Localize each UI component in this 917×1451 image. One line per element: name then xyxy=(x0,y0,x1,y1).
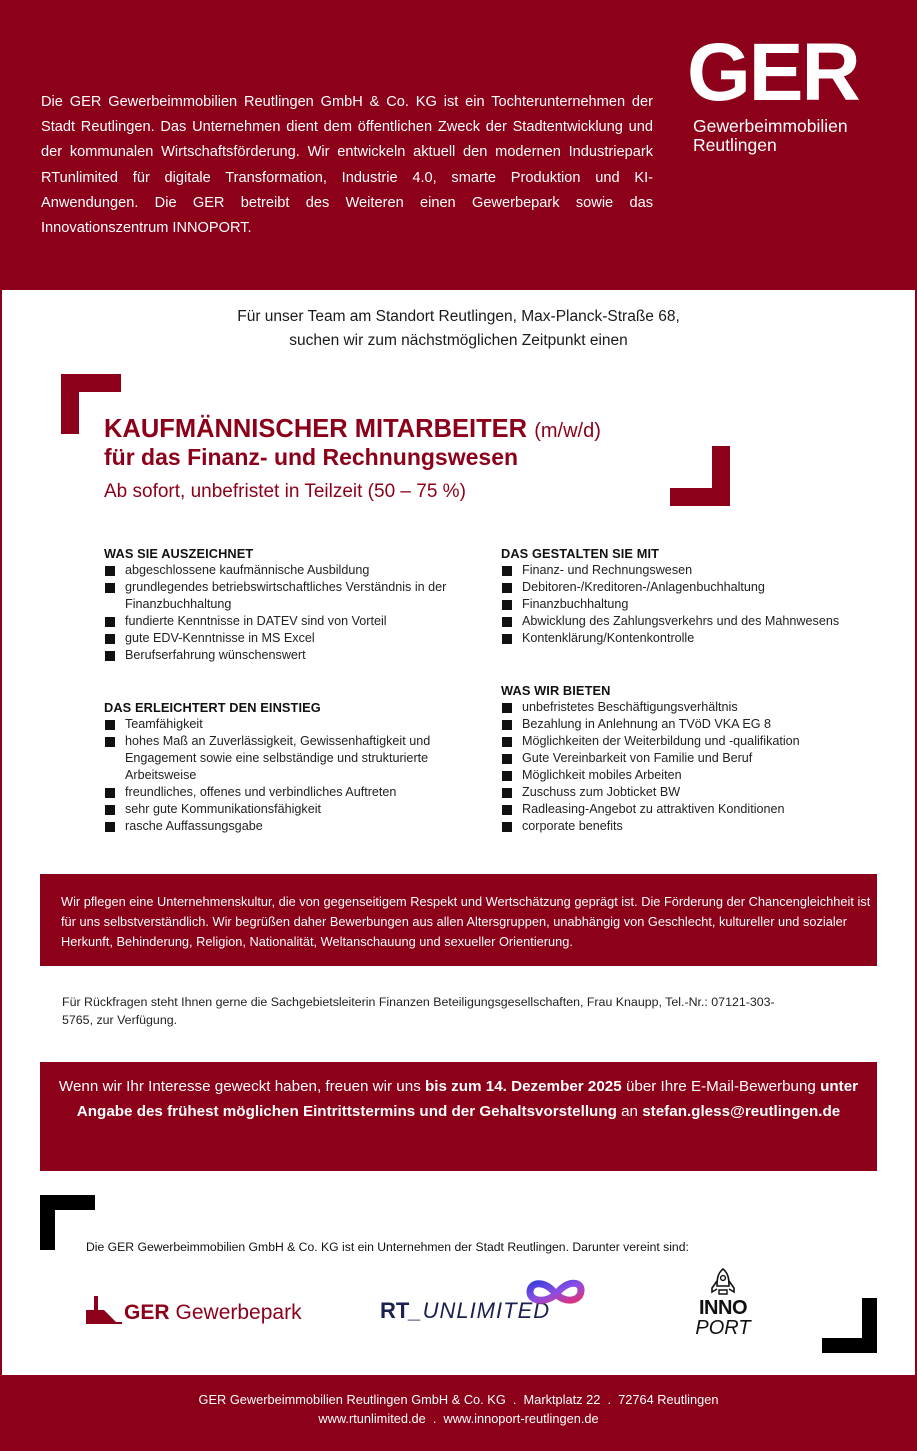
innoport-logo xyxy=(688,1268,758,1338)
job-subtitle: für das Finanz- und Rechnungswesen xyxy=(104,444,519,470)
apply-text-2: über Ihre E-Mail-Bewerbung xyxy=(621,1078,821,1095)
list-item: Bezahlung in Anlehnung an TVöD VKA EG 8 xyxy=(501,716,891,733)
corner-bracket-bottom-right xyxy=(670,446,730,506)
list-item: Finanzbuchhaltung xyxy=(501,596,891,613)
apply-text-3: an xyxy=(616,1103,643,1120)
header-band xyxy=(0,0,917,290)
lead-in-line1: Für unser Team am Standort Reutlingen, Max-Planck-Straße 68, xyxy=(237,308,680,325)
list-item: Möglichkeit mobiles Arbeiten xyxy=(501,767,891,784)
ger-logo-line1: Gewerbeimmobilien xyxy=(693,116,848,136)
list-item: Abwicklung des Zahlungsverkehrs und des Mahnwesens xyxy=(501,613,891,630)
rt-unlimited-logo xyxy=(380,1298,550,1324)
infinity-icon xyxy=(526,1278,586,1308)
application-box xyxy=(40,1062,877,1171)
list-item: Zuschuss zum Jobticket BW xyxy=(501,784,891,801)
section-heading: WAS WIR BIETEN xyxy=(501,683,611,698)
apply-deadline: bis zum 14. Dezember 2025 xyxy=(425,1078,622,1095)
rt-logo-bold: RT xyxy=(380,1298,410,1323)
list-item: Teamfähigkeit xyxy=(104,716,454,733)
list-item: Radleasing-Angebot zu attraktiven Konditionen xyxy=(501,801,891,818)
corner-bracket-bottom-section-right xyxy=(822,1298,877,1353)
list-item: abgeschlossene kaufmännische Ausbildung xyxy=(104,562,474,579)
job-title-gender: (m/w/d) xyxy=(534,420,601,442)
list-item: fundierte Kenntnisse in DATEV sind von Vorteil xyxy=(104,613,474,630)
list-item: freundliches, offenes und verbindliches Auftreten xyxy=(104,784,454,801)
bullet-list xyxy=(501,699,891,835)
section-auszeichnet xyxy=(104,546,474,664)
section-bieten xyxy=(501,683,891,835)
application-text xyxy=(40,1074,877,1124)
bullet-list xyxy=(104,716,454,835)
list-item: rasche Auffassungsgabe xyxy=(104,818,454,835)
job-terms: Ab sofort, unbefristet in Teilzeit (50 – 75 %) xyxy=(104,481,466,502)
section-heading: DAS GESTALTEN SIE MIT xyxy=(501,546,660,561)
diversity-statement: Wir pflegen eine Unternehmenskultur, die von gegenseitigem Respekt und Wertschätzung geprägt ist. Die Förderung der Chancengleichheit ist für uns selbstverständlich. Wir begrüßen daher Bewerbungen aus allen Altersgruppen, unabhängig von Geschlecht, kultureller und sozialer Herkunft, Behinderung, Religion, Nationalität, Weltanschauung und sexueller Orientierung. xyxy=(61,894,871,949)
list-item: Möglichkeiten der Weiterbildung und -qualifikation xyxy=(501,733,891,750)
group-statement: Die GER Gewerbeimmobilien GmbH & Co. KG ist ein Unternehmen der Stadt Reutlingen. Darunter vereint sind: xyxy=(86,1240,689,1254)
bullet-list xyxy=(104,562,474,664)
job-title-main: KAUFMÄNNISCHER MITARBEITER xyxy=(104,415,528,443)
footer-websites[interactable]: www.rtunlimited.de . www.innoport-reutlingen.de xyxy=(318,1411,599,1426)
apply-text-1: Wenn wir Ihr Interesse geweckt haben, freuen wir uns xyxy=(58,1078,426,1095)
ger-logo-mark: GER xyxy=(687,27,859,118)
list-item: hohes Maß an Zuverlässigkeit, Gewissenhaftigkeit und Engagement sowie eine selbständige und strukturierte Arbeitsweise xyxy=(104,733,454,784)
list-item: gute EDV-Kenntnisse in MS Excel xyxy=(104,630,474,647)
rocket-icon xyxy=(710,1268,736,1298)
apply-requirements: unter Angabe des frühest möglichen Eintrittstermins und der Gehaltsvorstellung xyxy=(76,1078,859,1120)
list-item: Berufserfahrung wünschenswert xyxy=(104,647,474,664)
innoport-logo-bottom: PORT xyxy=(695,1317,751,1339)
factory-icon xyxy=(86,1294,122,1324)
gewerbepark-logo-bold: GER xyxy=(124,1301,170,1324)
list-item: Gute Vereinbarkeit von Familie und Beruf xyxy=(501,750,891,767)
job-title xyxy=(104,414,601,446)
ger-logo-subtitle xyxy=(693,117,848,155)
list-item: Kontenklärung/Kontenkontrolle xyxy=(501,630,891,647)
list-item: Debitoren-/Kreditoren-/Anlagenbuchhaltung xyxy=(501,579,891,596)
bullet-list xyxy=(501,562,891,647)
list-item: unbefristetes Beschäftigungsverhältnis xyxy=(501,699,891,716)
ger-gewerbepark-logo xyxy=(86,1294,302,1324)
list-item: corporate benefits xyxy=(501,818,891,835)
footer-band xyxy=(0,1375,917,1451)
apply-email-link[interactable]: stefan.gless@reutlingen.de xyxy=(642,1103,841,1120)
list-item: sehr gute Kommunikationsfähigkeit xyxy=(104,801,454,818)
section-einstieg xyxy=(104,700,454,835)
lead-in xyxy=(0,305,917,353)
footer-address: GER Gewerbeimmobilien Reutlingen GmbH & Co. KG . Marktplatz 22 . 72764 Reutlingen xyxy=(198,1392,719,1407)
section-heading: WAS SIE AUSZEICHNET xyxy=(104,546,254,561)
list-item: Finanz- und Rechnungswesen xyxy=(501,562,891,579)
section-gestalten xyxy=(501,546,891,647)
diversity-statement-box xyxy=(40,874,877,966)
company-intro: Die GER Gewerbeimmobilien Reutlingen GmbH & Co. KG ist ein Tochterunternehmen der Stadt Reutlingen. Das Unternehmen dient dem öffentlichen Zweck der Stadtentwicklung und der kommunalen Wirtschaftsförderung. Wir entwickeln aktuell den modernen Industriepark RTunlimited für digitale Transformation, Industrie 4.0, smarte Produktion und KI-Anwendungen. Die GER betreibt des Weiteren einen Gewerbepark sowie das Innovationszentrum INNOPORT. xyxy=(41,94,653,237)
lead-in-line2: suchen wir zum nächstmöglichen Zeitpunkt einen xyxy=(289,332,628,349)
gewerbepark-logo-text: Gewerbepark xyxy=(175,1301,302,1324)
contact-info: Für Rückfragen steht Ihnen gerne die Sachgebietsleiterin Finanzen Beteiligungsgesellschaften, Frau Knaupp, Tel.-Nr.: 07121-303-5765, zur Verfügung. xyxy=(62,995,775,1027)
section-heading: DAS ERLEICHTERT DEN EINSTIEG xyxy=(104,700,321,715)
ger-logo-line2: Reutlingen xyxy=(693,135,777,155)
list-item: grundlegendes betriebswirtschaftliches Verständnis in der Finanzbuchhaltung xyxy=(104,579,474,613)
innoport-logo-top: INNO xyxy=(699,1297,747,1319)
rt-logo-text: _UNLIMITED xyxy=(409,1298,551,1323)
